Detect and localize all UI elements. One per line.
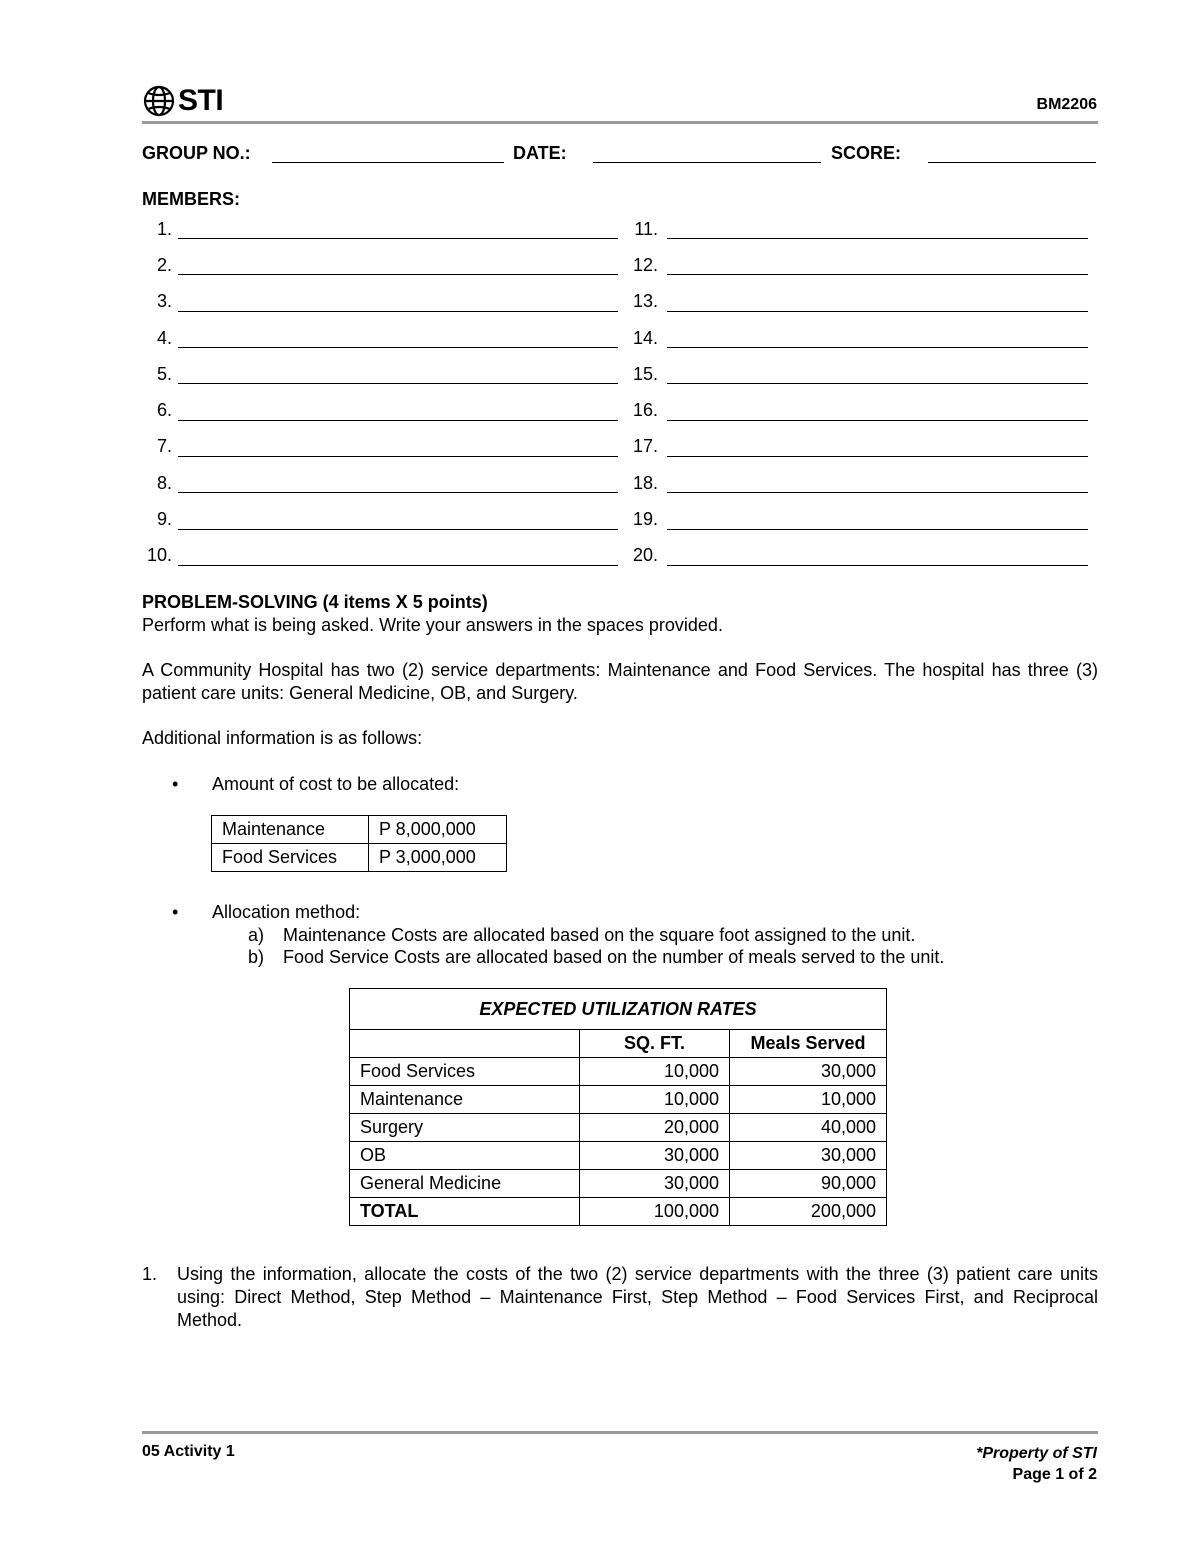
member-number: 8. bbox=[156, 473, 172, 493]
member-number: 3. bbox=[156, 291, 172, 311]
course-code: BM2206 bbox=[1036, 96, 1097, 113]
date-field[interactable] bbox=[593, 161, 821, 163]
meals-value: 30,000 bbox=[730, 1058, 887, 1086]
column-header bbox=[350, 1030, 580, 1058]
method-text: Food Service Costs are allocated based on the number of meals served to the unit. bbox=[283, 947, 945, 967]
sqft-value: 20,000 bbox=[580, 1114, 730, 1142]
meals-value: 90,000 bbox=[730, 1170, 887, 1198]
score-field[interactable] bbox=[928, 161, 1096, 163]
member-number: 4. bbox=[156, 328, 172, 348]
row-label: Surgery bbox=[350, 1114, 580, 1142]
cost-amount: P 3,000,000 bbox=[369, 844, 507, 872]
sqft-value: 10,000 bbox=[580, 1086, 730, 1114]
sqft-value: 10,000 bbox=[580, 1058, 730, 1086]
row-label: General Medicine bbox=[350, 1170, 580, 1198]
bullet: • bbox=[172, 774, 179, 794]
footer-right bbox=[976, 1443, 1097, 1485]
row-label: OB bbox=[350, 1142, 580, 1170]
score-label: SCORE: bbox=[831, 143, 902, 163]
row-label: Food Services bbox=[350, 1058, 580, 1086]
cost-name: Maintenance bbox=[212, 816, 369, 844]
member-field[interactable] bbox=[178, 237, 618, 239]
member-number: 20. bbox=[632, 545, 658, 565]
bullet-cost-text: Amount of cost to be allocated: bbox=[212, 774, 460, 794]
utilization-table bbox=[349, 988, 887, 1226]
method-letter: a) bbox=[248, 925, 265, 945]
footer-page: Page 1 of 2 bbox=[1012, 1466, 1097, 1483]
bullet-method-text: Allocation method: bbox=[212, 902, 361, 922]
member-field[interactable] bbox=[667, 528, 1088, 530]
member-number: 7. bbox=[156, 436, 172, 456]
bullet: • bbox=[172, 902, 179, 922]
date-label: DATE: bbox=[513, 143, 567, 163]
table-row bbox=[212, 816, 507, 844]
sti-logo bbox=[142, 84, 223, 118]
member-number: 17. bbox=[632, 436, 658, 456]
member-field[interactable] bbox=[178, 310, 618, 312]
member-field[interactable] bbox=[178, 346, 618, 348]
member-number: 18. bbox=[632, 473, 658, 493]
cost-amount: P 8,000,000 bbox=[369, 816, 507, 844]
member-number: 9. bbox=[156, 509, 172, 529]
member-field[interactable] bbox=[178, 528, 618, 530]
globe-icon bbox=[142, 84, 176, 118]
member-number: 14. bbox=[632, 328, 658, 348]
member-number: 2. bbox=[156, 255, 172, 275]
member-field[interactable] bbox=[667, 237, 1088, 239]
footer-activity: 05 Activity 1 bbox=[142, 1443, 235, 1460]
member-field[interactable] bbox=[667, 273, 1088, 275]
additional-info: Additional information is as follows: bbox=[142, 728, 423, 748]
member-field[interactable] bbox=[178, 564, 618, 566]
header-rule bbox=[142, 121, 1098, 124]
table-row bbox=[350, 1058, 887, 1086]
member-field[interactable] bbox=[667, 346, 1088, 348]
group-label: GROUP NO.: bbox=[142, 143, 251, 163]
table-row bbox=[212, 844, 507, 872]
member-number: 10. bbox=[146, 545, 172, 565]
member-field[interactable] bbox=[667, 310, 1088, 312]
method-letter: b) bbox=[248, 947, 265, 967]
table-title: EXPECTED UTILIZATION RATES bbox=[350, 989, 887, 1030]
member-number: 19. bbox=[632, 509, 658, 529]
problem-title: PROBLEM-SOLVING (4 items X 5 points) bbox=[142, 592, 488, 612]
table-title-row bbox=[350, 989, 887, 1030]
column-header: Meals Served bbox=[730, 1030, 887, 1058]
member-number: 16. bbox=[632, 400, 658, 420]
total-label: TOTAL bbox=[350, 1198, 580, 1226]
table-row bbox=[350, 1086, 887, 1114]
table-row bbox=[350, 1114, 887, 1142]
table-row bbox=[350, 1142, 887, 1170]
meals-value: 10,000 bbox=[730, 1086, 887, 1114]
member-number: 6. bbox=[156, 400, 172, 420]
member-number: 5. bbox=[156, 364, 172, 384]
member-field[interactable] bbox=[667, 382, 1088, 384]
sqft-value: 30,000 bbox=[580, 1142, 730, 1170]
footer-property: *Property of STI bbox=[976, 1445, 1097, 1462]
members-label: MEMBERS: bbox=[142, 189, 240, 209]
cost-table bbox=[211, 815, 507, 872]
table-header-row bbox=[350, 1030, 887, 1058]
cost-name: Food Services bbox=[212, 844, 369, 872]
group-field[interactable] bbox=[272, 161, 504, 163]
footer-rule bbox=[142, 1431, 1098, 1434]
member-field[interactable] bbox=[178, 273, 618, 275]
meals-value: 40,000 bbox=[730, 1114, 887, 1142]
member-field[interactable] bbox=[178, 382, 618, 384]
total-meals: 200,000 bbox=[730, 1198, 887, 1226]
question-text: Using the information, allocate the costs of the two (2) service departments with the three (3) patient care units using: Direct Method, Step Method – Maintenance First, Step Method – Food Services First, and Reciprocal Method. bbox=[177, 1264, 1098, 1330]
member-field[interactable] bbox=[178, 455, 618, 457]
member-field[interactable] bbox=[667, 491, 1088, 493]
table-total-row bbox=[350, 1198, 887, 1226]
meals-value: 30,000 bbox=[730, 1142, 887, 1170]
problem-instruction: Perform what is being asked. Write your answers in the spaces provided. bbox=[142, 615, 723, 635]
member-field[interactable] bbox=[667, 455, 1088, 457]
member-field[interactable] bbox=[178, 419, 618, 421]
question-number: 1. bbox=[142, 1264, 158, 1284]
member-number: 12. bbox=[632, 255, 658, 275]
method-text: Maintenance Costs are allocated based on the square foot assigned to the unit. bbox=[283, 925, 916, 945]
total-sqft: 100,000 bbox=[580, 1198, 730, 1226]
member-field[interactable] bbox=[178, 491, 618, 493]
logo-text: STI bbox=[178, 84, 224, 117]
row-label: Maintenance bbox=[350, 1086, 580, 1114]
table-row bbox=[350, 1170, 887, 1198]
column-header: SQ. FT. bbox=[580, 1030, 730, 1058]
member-number: 15. bbox=[632, 364, 658, 384]
member-number: 13. bbox=[632, 291, 658, 311]
member-field[interactable] bbox=[667, 564, 1088, 566]
sqft-value: 30,000 bbox=[580, 1170, 730, 1198]
problem-intro: A Community Hospital has two (2) service departments: Maintenance and Food Services. The hospital has three (3) patient care units: General Medicine, OB, and Surgery. bbox=[142, 660, 1098, 703]
member-number: 11. bbox=[634, 219, 658, 239]
member-number: 1. bbox=[156, 219, 172, 239]
member-field[interactable] bbox=[667, 419, 1088, 421]
